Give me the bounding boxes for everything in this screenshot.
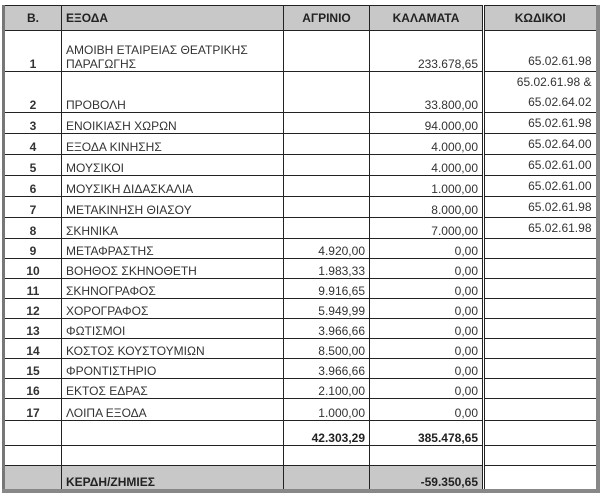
account-code [484,299,598,319]
kalamata-amount: 0,00 [370,239,484,259]
row-number: 10 [4,259,62,279]
row-number: 15 [4,359,62,379]
agrinio-amount [284,113,370,134]
expense-description: ΦΩΤΙΣΜΟΙ [62,319,284,339]
account-code [484,31,598,72]
kalamata-amount: 233.678,65 [370,31,484,72]
expense-description: ΕΞΟΔΑ ΚΙΝΗΣΗΣ [62,134,284,155]
kalamata-total: 385.478,65 [370,421,484,446]
kalamata-amount: 94.000,00 [370,113,484,134]
agrinio-amount [284,176,370,197]
agrinio-amount: 3.966,66 [284,359,370,379]
expense-description: ΦΡΟΝΤΙΣΤΗΡΙΟ [62,359,284,379]
kalamata-amount: 0,00 [370,299,484,319]
expense-description: ΣΚΗΝΟΓΡΑΦΟΣ [62,279,284,299]
expense-description: ΜΕΤΑΚΙΝΗΣΗ ΘΙΑΣΟΥ [62,197,284,218]
empty-cell [484,446,598,466]
profit-loss-row [4,466,598,491]
row-number: 14 [4,339,62,359]
row-number: 13 [4,319,62,339]
agrinio-amount: 5.949,99 [284,299,370,319]
account-code [484,359,598,379]
profit-loss-value: -59.350,65 [370,466,484,491]
header-expenses: ΕΞΟΔΑ [62,6,284,31]
expense-description: ΛΟΙΠΑ ΕΞΟΔΑ [62,399,284,421]
agrinio-amount [284,155,370,176]
agrinio-amount: 9.916,65 [284,279,370,299]
account-code: 65.02.61.00 [484,176,598,197]
row-number: 1 [4,31,62,72]
row-number: 7 [4,197,62,218]
code-line: 65.02.61.98 & [516,75,592,89]
expense-description: ΕΚΤΟΣ ΕΔΡΑΣ [62,379,284,399]
account-code [484,379,598,399]
kalamata-amount: 8.000,00 [370,197,484,218]
expense-description: ΚΟΣΤΟΣ ΚΟΥΣΤΟΥΜΙΩΝ [62,339,284,359]
kalamata-amount: 0,00 [370,259,484,279]
kalamata-amount: 7.000,00 [370,218,484,239]
table-row [4,259,598,279]
expense-description: ΕΝΟΙΚΙΑΣΗ ΧΩΡΩΝ [62,113,284,134]
agrinio-amount: 2.100,00 [284,379,370,399]
expense-description: ΧΟΡΟΓΡΑΦΟΣ [62,299,284,319]
header-kalamata: ΚΑΛΑΜΑΤΑ [370,6,484,31]
account-code: 65.02.61.98 [484,113,598,134]
kalamata-amount: 0,00 [370,339,484,359]
expense-description [62,72,284,113]
account-code [484,259,598,279]
empty-cell [284,446,370,466]
profit-loss-blank [4,466,62,491]
expenses-table [2,5,600,493]
agrinio-amount [284,72,370,113]
row-number: 9 [4,239,62,259]
table-row [4,155,598,176]
account-code [484,319,598,339]
agrinio-total: 42.303,29 [284,421,370,446]
row-number: 3 [4,113,62,134]
expenses-sheet [2,5,600,493]
row-number: 16 [4,379,62,399]
kalamata-amount: 0,00 [370,359,484,379]
account-code: 65.02.61.98 [484,218,598,239]
row-number: 5 [4,155,62,176]
header-b: Β. [4,6,62,31]
description-line: ΠΡΟΒΟΛΗ [66,98,126,112]
account-code [484,339,598,359]
row-number: 12 [4,299,62,319]
expense-description: ΒΟΗΘΟΣ ΣΚΗΝΟΘΕΤΗ [62,259,284,279]
kalamata-amount: 33.800,00 [370,72,484,113]
table-row [4,319,598,339]
header-row [4,6,598,31]
expense-description [62,31,284,72]
row-number: 6 [4,176,62,197]
empty-cell [370,446,484,466]
kalamata-amount: 0,00 [370,319,484,339]
agrinio-amount: 1.000,00 [284,399,370,421]
table-row [4,339,598,359]
kalamata-amount: 4.000,00 [370,134,484,155]
kalamata-amount: 0,00 [370,279,484,299]
table-row [4,72,598,113]
agrinio-amount [284,197,370,218]
totals-row [4,421,598,446]
agrinio-amount: 8.500,00 [284,339,370,359]
expense-description: ΜΟΥΣΙΚΟΙ [62,155,284,176]
table-row [4,399,598,421]
table-row [4,197,598,218]
row-number: 4 [4,134,62,155]
table-row [4,134,598,155]
profit-loss-blank [284,466,370,491]
totals-blank [4,421,62,446]
header-codes: ΚΩΔΙΚΟΙ [484,6,598,31]
table-row [4,113,598,134]
kalamata-amount: 0,00 [370,399,484,421]
table-row [4,176,598,197]
profit-loss-code-blank [484,466,598,491]
row-number: 2 [4,72,62,113]
account-code: 65.02.61.00 [484,155,598,176]
table-row [4,379,598,399]
account-code: 65.02.61.98 [484,197,598,218]
totals-label-blank [62,421,284,446]
code-line [489,31,592,51]
account-code [484,239,598,259]
agrinio-amount: 4.920,00 [284,239,370,259]
table-row [4,279,598,299]
code-line: 65.02.61.98 [528,54,592,68]
account-code [484,399,598,421]
kalamata-amount: 0,00 [370,379,484,399]
description-line [66,84,279,98]
profit-loss-label: ΚΕΡΔΗ/ΖΗΜΙΕΣ [62,466,284,491]
agrinio-amount [284,134,370,155]
empty-row [4,446,598,466]
codes-blank [484,421,598,446]
account-code [484,279,598,299]
code-line: 65.02.64.02 [528,95,592,109]
agrinio-amount: 1.983,33 [284,259,370,279]
header-agrinio: ΑΓΡΙΝΙΟ [284,6,370,31]
table-row [4,299,598,319]
description-line: ΑΜΟΙΒΗ ΕΤΑΙΡΕΙΑΣ ΘΕΑΤΡΙΚΗΣ [66,43,248,57]
table-row [4,239,598,259]
table-row [4,359,598,379]
expense-description: ΜΟΥΣΙΚΗ ΔΙΔΑΣΚΑΛΙΑ [62,176,284,197]
agrinio-amount [284,31,370,72]
kalamata-amount: 4.000,00 [370,155,484,176]
empty-cell [4,446,62,466]
empty-cell [62,446,284,466]
expense-description: ΣΚΗΝΙΚΑ [62,218,284,239]
kalamata-amount: 1.000,00 [370,176,484,197]
agrinio-amount [284,218,370,239]
row-number: 11 [4,279,62,299]
account-code: 65.02.64.00 [484,134,598,155]
row-number: 8 [4,218,62,239]
description-line: ΠΑΡΑΓΩΓΗΣ [66,57,137,71]
agrinio-amount: 3.966,66 [284,319,370,339]
table-row [4,31,598,72]
row-number: 17 [4,399,62,421]
account-code [484,72,598,113]
table-row [4,218,598,239]
expense-description: ΜΕΤΑΦΡΑΣΤΗΣ [62,239,284,259]
